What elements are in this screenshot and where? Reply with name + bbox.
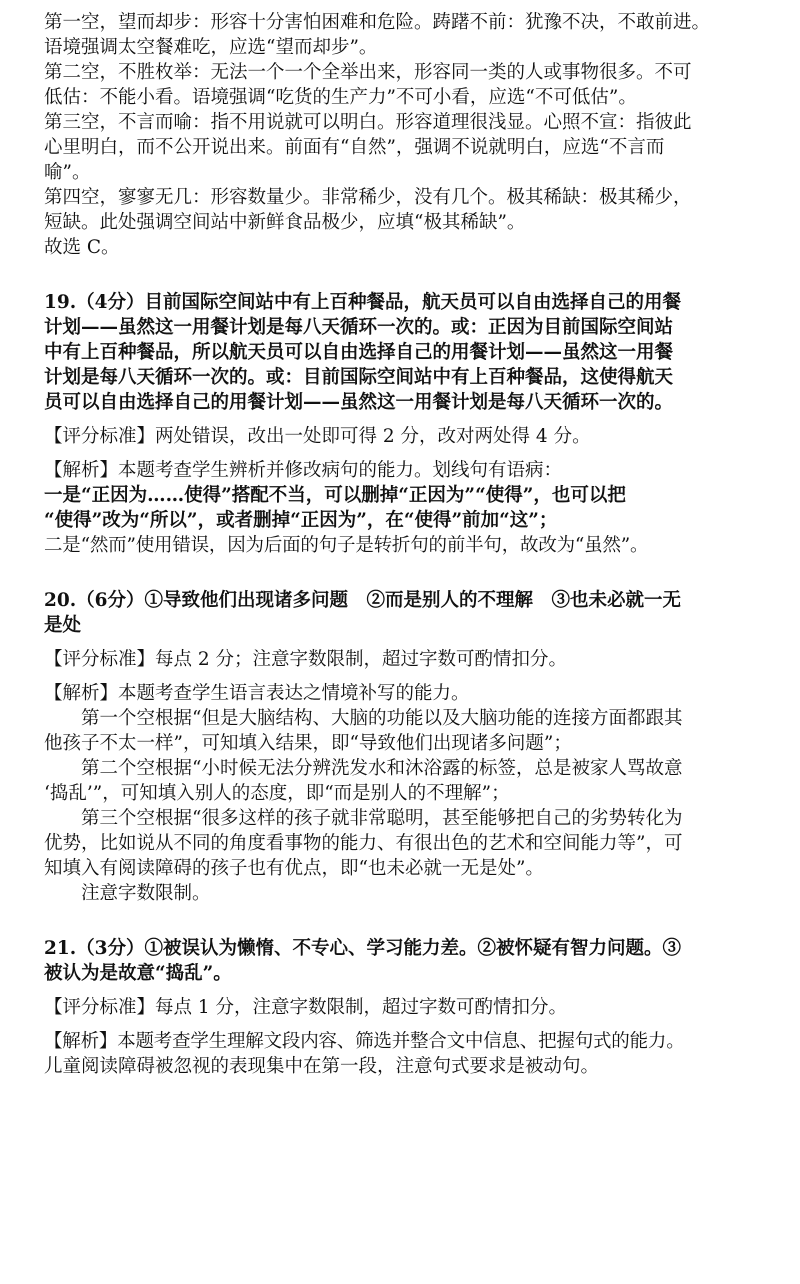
text-line: 第四空，寥寥无几：形容数量少。非常稀少，没有几个。极其稀缺：极其稀少， — [44, 187, 692, 208]
q20-analysis-line: ‘捣乱’”，可知填入别人的态度，即“而是别人的不理解”； — [44, 783, 510, 804]
text-line: 短缺。此处强调空间站中新鲜食品极少，应填“极其稀缺”。 — [44, 212, 526, 233]
q19-analysis-line: 二是“然而”使用错误，因为后面的句子是转折句的前半句，故改为“虽然”。 — [44, 535, 649, 556]
q19-section — [44, 290, 760, 558]
q20-analysis-line: 注意字数限制。 — [81, 883, 211, 904]
text-line: 低估：不能小看。语境强调“吃货的生产力”不可小看，应选“不可低估”。 — [44, 87, 637, 108]
text-line: 喻”。 — [44, 162, 91, 183]
q19-answer-line: 员可以自由选择自己的用餐计划——虽然这一用餐计划是每八天循环一次的。 — [44, 392, 674, 413]
q21-answer-line: 被认为是故意“捣乱”。 — [44, 963, 232, 984]
q19-answer-line: 中有上百种餐品，所以航天员可以自由选择自己的用餐计划——虽然这一用餐 — [44, 342, 674, 363]
q20-answer-line: 20.（6分）①导致他们出现诸多问题 ②而是别人的不理解 ③也未必就一无 — [44, 590, 682, 611]
q19-scoring-criteria: 【评分标准】两处错误，改出一处即可得 2 分，改对两处得 4 分。 — [44, 426, 591, 447]
q20-analysis-line: 第三个空根据“很多这样的孩子就非常聪明，甚至能够把自己的劣势转化为 — [81, 808, 683, 829]
q20-section — [44, 588, 760, 906]
q20-analysis-line: 他孩子不太一样”，可知填入结果，即“导致他们出现诸多问题”； — [44, 733, 572, 754]
q20-analysis-line: 第二个空根据“小时候无法分辨洗发水和沐浴露的标签，总是被家人骂故意 — [81, 758, 683, 779]
text-line: 第二空，不胜枚举：无法一个一个全举出来，形容同一类的人或事物很多。不可 — [44, 62, 692, 83]
q19-analysis-line: “使得”改为“所以”，或者删掉“正因为”，在“使得”前加“这”； — [44, 510, 558, 531]
q21-scoring-criteria: 【评分标准】每点 1 分，注意字数限制，超过字数可酌情扣分。 — [44, 997, 568, 1018]
q20-analysis-line: 【解析】本题考查学生语言表达之情境补写的能力。 — [44, 683, 470, 704]
q19-answer-line: 计划——虽然这一用餐计划是每八天循环一次的。或：正因为目前国际空间站 — [44, 317, 674, 338]
q19-answer-line: 19.（4分）目前国际空间站中有上百种餐品，航天员可以自由选择自己的用餐 — [44, 292, 682, 313]
q18-explanation-tail — [44, 10, 760, 260]
q19-answer-line: 计划是每八天循环一次的。或：目前国际空间站中有上百种餐品，这使得航天 — [44, 367, 674, 388]
text-line: 第一空，望而却步：形容十分害怕困难和危险。踌躇不前：犹豫不决，不敢前进。 — [44, 12, 711, 33]
q20-analysis-line: 优势，比如说从不同的角度看事物的能力、有很出色的艺术和空间能力等”，可 — [44, 833, 683, 854]
q20-analysis-line: 知填入有阅读障碍的孩子也有优点，即“也未必就一无是处”。 — [44, 858, 544, 879]
q21-section — [44, 936, 760, 1079]
q21-analysis-line: 【解析】本题考查学生理解文段内容、筛选并整合文中信息、把握句式的能力。 — [44, 1031, 685, 1052]
q19-analysis-line: 【解析】本题考查学生辨析并修改病句的能力。划线句有语病： — [44, 460, 563, 481]
q20-scoring-criteria: 【评分标准】每点 2 分；注意字数限制，超过字数可酌情扣分。 — [44, 649, 568, 670]
q20-answer-line: 是处 — [44, 615, 82, 636]
text-line: 第三空，不言而喻：指不用说就可以明白。形容道理很浅显。心照不宣：指彼此 — [44, 112, 692, 133]
text-line: 语境强调太空餐难吃，应选“望而却步”。 — [44, 37, 378, 58]
q19-analysis-line: 一是“正因为……使得”搭配不当，可以删掉“正因为”“使得”，也可以把 — [44, 485, 626, 506]
q20-analysis-line: 第一个空根据“但是大脑结构、大脑的功能以及大脑功能的连接方面都跟其 — [81, 708, 683, 729]
final-answer: 故选 C。 — [44, 237, 120, 258]
q21-analysis-line: 儿童阅读障碍被忽视的表现集中在第一段，注意句式要求是被动句。 — [44, 1056, 600, 1077]
q21-answer-line: 21.（3分）①被误认为懒惰、不专心、学习能力差。②被怀疑有智力问题。③ — [44, 938, 682, 959]
text-line: 心里明白，而不公开说出来。前面有“自然”，强调不说就明白，应选“不言而 — [44, 137, 665, 158]
